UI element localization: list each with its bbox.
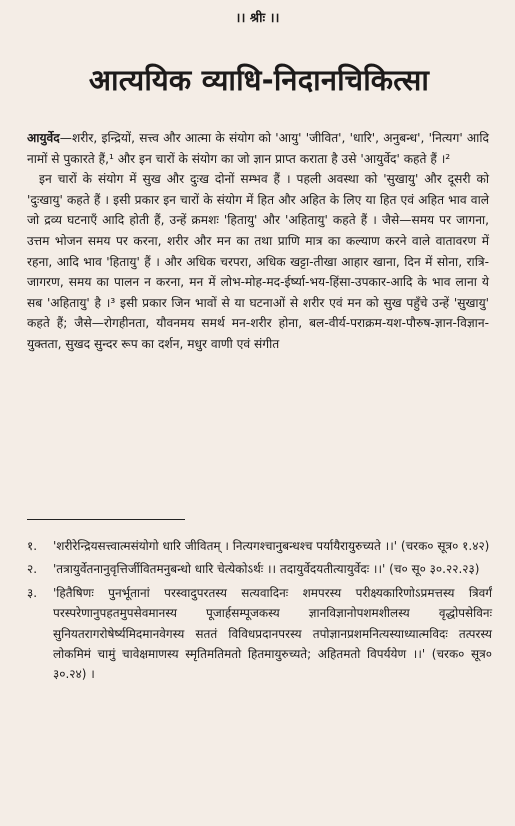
main-text <box>27 128 489 355</box>
footnotes <box>27 536 492 688</box>
footnote-divider <box>27 519 185 520</box>
footnote-number: ३. <box>27 585 38 600</box>
footnote-number: १. <box>27 539 38 553</box>
chapter-title: आत्ययिक व्याधि-निदानचिकित्सा <box>88 63 430 97</box>
invocation-header: ।। श्रीः ।। <box>235 11 280 26</box>
footnote-item <box>27 559 492 579</box>
footnote-text: 'शरीरेन्द्रियसत्त्वात्मसंयोगो धारि जीवितम् । नित्यगश्चानुबन्धश्च पर्यायैरायुरुच्यते ।।' (चरक० सूत्र० १.४२) <box>53 539 490 553</box>
footnote-text: 'हितैषिणः पुनर्भूतानां परस्वादुपरतस्य सत्यवादिनः शमपरस्य परीक्ष्यकारिणोऽप्रमत्तस्य त्रिवर्गं परस्परेणानुपहतमुपसेवमानस्य पूजार्हसम्पूजकस्य ज्ञानविज्ञानोपशमशीलस्य वृद्धोपसेविनः सुनियतरागरोषेर्ष्यमिदमानवेगस्य सततं विविधप्रदानपरस्य तपोज्ञानप्रशमनित्यस्याध्यात्मविदः तत्परस्य लोकमिमं चामुं चावेक्षमाणस्य स्मृतिमतिमतो हितमायुरुच्यते; अहितमतो विपर्ययेण ।।' (चरक० सूत्र० ३०.२४) । <box>53 585 492 682</box>
lead-word: आयुर्वेद <box>27 131 60 145</box>
paragraph-1 <box>27 128 489 169</box>
footnote-item <box>27 536 492 556</box>
paragraph-1-text: —शरीर, इन्द्रियों, सत्त्व और आत्मा के संयोग को 'आयु' 'जीवित', 'धारि', अनुबन्ध', 'नित्यग' आदि नामों से पुकारते हैं,¹ और इन चारों के संयोग का जो ज्ञान प्राप्त कराता है उसे 'आयुर्वेद' कहते हैं ।² <box>27 131 489 166</box>
footnote-number: २. <box>27 562 38 577</box>
paragraph-2: इन चारों के संयोग में सुख और दुःख दोनों सम्भव हैं । पहली अवस्था को 'सुखायु' और दूसरी को 'दुःखायु' कहते हैं । इसी प्रकार इन चारों के संयोग में हित और अहित के लिए या हित एवं अहित भाव वाले जो द्रव्य घटनाएँ आदि होती हैं, उन्हें क्रमशः 'हितायु' और 'अहितायु' कहते हैं । जैसे—समय पर जागना, उत्तम भोजन समय पर करना, शरीर और मन का तथा प्राणि मात्र का कल्याण करने वाले वातावरण में रहना, आदि भाव 'हितायु' हैं । और अधिक चरपरा, अधिक खट्टा-तीखा आहार खाना, दिन में सोना, रात्रि-जागरण, समय का पालन न करना, मन में लोभ-मोह-मद-ईर्ष्या-भय-हिंसा-उपकार-आदि के भाव लाना ये सब 'अहितायु' है ।³ इसी प्रकार जिन भावों से या घटनाओं से शरीर एवं मन को सुख पहुँचे उन्हें 'सुखायु' कहते हैं; जैसे—रोगहीनता, यौवनमय समर्थ मन-शरीर होना, बल-वीर्य-पराक्रम-यश-पौरुष-ज्ञान-विज्ञान-युक्तता, सुखद सुन्दर रूप का दर्शन, मधुर वाणी एवं संगीत <box>27 172 489 351</box>
footnote-item <box>27 583 492 685</box>
footnote-text: 'तत्रायुर्वेतनानुवृत्तिर्जीवितमनुबन्धो धारि चेत्येकोऽर्थः ।। तदायुर्वेदयतीत्यायुर्वेदः ।।' (च० सू० ३०.२२.२३) <box>53 562 480 577</box>
